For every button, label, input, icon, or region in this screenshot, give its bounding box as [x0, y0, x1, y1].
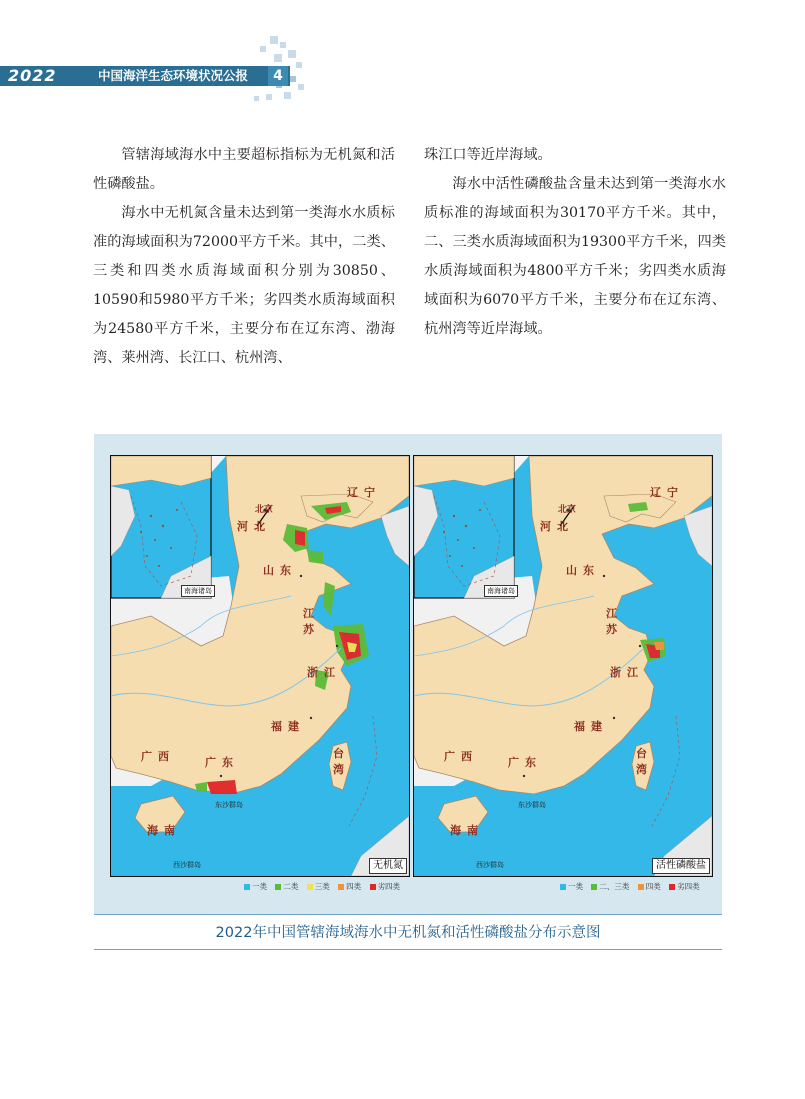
inset-label: 南海诸岛: [181, 585, 215, 597]
province-label: 海南: [147, 824, 181, 837]
city-label: 北京: [558, 505, 577, 515]
island-label: 东沙群岛: [518, 801, 546, 809]
legend-label: 劣四类: [677, 882, 700, 891]
legend-item: [669, 881, 700, 892]
legend-swatch: [244, 884, 250, 890]
province-label: 广东: [508, 756, 542, 769]
province-label: 河北: [237, 520, 271, 533]
province-label: 福建: [574, 720, 608, 733]
legend-inorganic-nitrogen: [244, 881, 406, 893]
legend-item: [591, 881, 629, 892]
figure-caption: 2022年中国管辖海域海水中无机氮和活性磷酸盐分布示意图: [215, 925, 601, 941]
text-column-right: [424, 141, 726, 344]
province-label: 辽宁: [347, 486, 381, 499]
map-title: 活性磷酸盐: [652, 858, 710, 874]
province-label: 广西: [444, 750, 478, 763]
province-label: 台湾: [333, 747, 344, 776]
province-label: 广西: [141, 750, 175, 763]
legend-item: [275, 881, 298, 892]
caption-rule-bottom: [94, 949, 722, 950]
city-label: 北京: [255, 505, 274, 515]
report-year: 2022: [8, 66, 57, 85]
province-label: 江苏: [606, 607, 617, 636]
island-label: 西沙群岛: [476, 861, 504, 869]
paragraph: 管辖海域海水中主要超标指标为无机氮和活性磷酸盐。: [93, 147, 395, 192]
province-label: 河北: [540, 520, 574, 533]
legend-label: 一类: [568, 882, 583, 891]
legend-swatch: [370, 884, 376, 890]
legend-swatch: [591, 884, 597, 890]
island-label: 西沙群岛: [173, 861, 201, 869]
legend-label: 二、三类: [599, 882, 630, 891]
legend-active-phosphate: [560, 881, 706, 893]
map-active-phosphate: [413, 455, 713, 877]
legend-label: 四类: [346, 882, 362, 891]
legend-label: 劣四类: [377, 882, 401, 891]
province-label: 山东: [566, 564, 600, 577]
island-label: 东沙群岛: [215, 801, 243, 809]
province-label: 浙江: [610, 666, 644, 679]
map-title: 无机氮: [369, 858, 407, 874]
province-label: 辽宁: [650, 486, 684, 499]
province-label: 江苏: [303, 607, 314, 636]
province-label: 台湾: [636, 747, 647, 776]
legend-label: 三类: [314, 882, 330, 891]
paragraph: 海水中无机氮含量未达到第一类海水水质标准的海域面积为72000平方千米。其中，二类、三类和四类水质海域面积分别为30850、10590和5980平方千米；劣四类水质海域面积为24580平方千米，主要分布在辽东湾、渤海湾、莱州湾、长江口、杭州湾、: [93, 205, 395, 366]
legend-item: [307, 881, 330, 892]
legend-swatch: [560, 884, 566, 890]
legend-label: 四类: [645, 882, 661, 891]
legend-swatch: [307, 884, 313, 890]
province-label: 山东: [263, 564, 297, 577]
page-number: 4: [268, 66, 288, 86]
legend-swatch: [275, 884, 281, 890]
map-inorganic-nitrogen: [110, 455, 410, 877]
legend-swatch: [338, 884, 344, 890]
paragraph: 海水中活性磷酸盐含量未达到第一类海水水质标准的海域面积为30170平方千米。其中，二、三类水质海域面积为19300平方千米，四类水质海域面积为4800平方千米；劣四类水质海域面积为6070平方千米，主要分布在辽东湾、杭州湾等近岸海域。: [424, 176, 726, 337]
province-label: 浙江: [307, 666, 341, 679]
province-label: 海南: [450, 824, 484, 837]
province-label: 广东: [205, 756, 239, 769]
inset-label: 南海诸岛: [484, 585, 518, 597]
legend-item: [370, 881, 401, 892]
legend-label: 二类: [283, 882, 299, 891]
legend-label: 一类: [252, 882, 267, 891]
legend-swatch: [669, 884, 675, 890]
report-title: 中国海洋生态环境状况公报: [98, 68, 249, 83]
legend-item: [244, 881, 267, 892]
legend-item: [560, 881, 583, 892]
province-label: 福建: [271, 720, 305, 733]
text-column-left: [93, 141, 395, 373]
legend-swatch: [638, 884, 644, 890]
caption-rule-top: [94, 914, 722, 915]
figure-panel: [94, 434, 722, 914]
legend-item: [338, 881, 361, 892]
legend-item: [638, 881, 661, 892]
paragraph: 珠江口等近岸海域。: [424, 147, 552, 163]
